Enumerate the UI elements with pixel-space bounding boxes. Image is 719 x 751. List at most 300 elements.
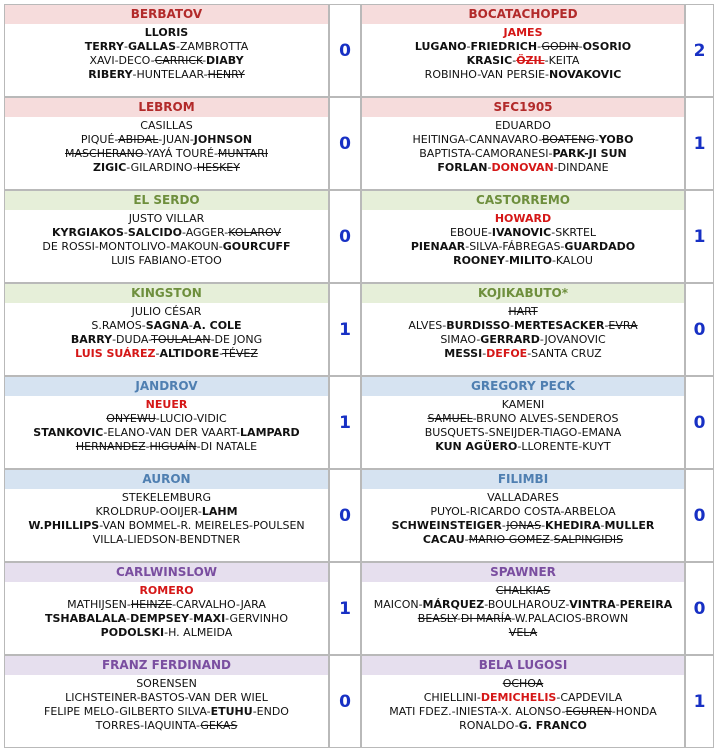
player-name: LAMPARD	[240, 426, 300, 439]
lineup-line	[5, 719, 328, 733]
player-name: IVANOVIC	[491, 226, 552, 239]
player-name: -DUDA-	[112, 333, 152, 346]
lineup-line	[362, 719, 684, 733]
player-name: VINTRA	[569, 598, 616, 611]
left-score: 0	[329, 4, 361, 96]
lineup-line	[5, 440, 328, 454]
lineup	[362, 24, 684, 82]
player-name: SIMAO-	[440, 333, 481, 346]
left-score: 1	[329, 283, 361, 375]
lineup-line	[5, 133, 328, 147]
player-name: -JUAN-	[158, 133, 194, 146]
player-name-struck: BEASLY	[417, 612, 457, 625]
team-name: SPAWNER	[362, 563, 684, 582]
player-name: -CAPDEVILA	[556, 691, 623, 704]
player-name: -GERVINHO	[225, 612, 288, 625]
lineup	[362, 303, 684, 361]
player-name: VILLA-LIEDSON-BENDTNER	[92, 533, 241, 546]
lineup-line	[362, 54, 684, 68]
player-name: XAVI-DECO-	[89, 54, 155, 67]
player-name-struck: KOLAROV	[228, 226, 282, 239]
player-name: HOWARD	[494, 212, 552, 225]
lineup	[5, 117, 328, 175]
lineup-line	[362, 347, 684, 361]
matchup-row	[4, 97, 714, 190]
player-name: ZIGIC	[93, 161, 127, 174]
lineup-line	[362, 147, 684, 161]
player-name: -SKRTEL	[551, 226, 597, 239]
player-name: SAGNA	[145, 319, 189, 332]
player-name-struck: GEKAS	[200, 719, 238, 732]
player-name-struck: DI MARÍA	[460, 612, 512, 625]
player-name: GUARDADO	[564, 240, 636, 253]
matchup-row	[4, 376, 714, 469]
lineup-line	[5, 533, 328, 547]
player-name: -	[487, 161, 492, 174]
player-name: RONALDO-	[459, 719, 519, 732]
lineup-line	[362, 584, 684, 598]
team-name: BELA LUGOSI	[362, 656, 684, 675]
left-team-cell	[4, 190, 329, 282]
player-name: -JOVANOVIC	[539, 333, 606, 346]
player-name: JULIO CÉSAR	[131, 305, 202, 318]
player-name: LLORIS	[144, 26, 189, 39]
lineup-line	[5, 68, 328, 82]
player-name: -BRUNO ALVES-SENDEROS	[472, 412, 619, 425]
lineup	[362, 210, 684, 268]
player-name: GALLAS	[128, 40, 176, 53]
player-name: -AGGER-	[181, 226, 229, 239]
player-name-struck: HIGUAÍN	[149, 440, 197, 453]
team-name: CARLWINSLOW	[5, 563, 328, 582]
lineup-line	[5, 612, 328, 626]
left-team-cell	[4, 655, 329, 747]
left-team-cell	[4, 283, 329, 375]
lineup-line	[5, 398, 328, 412]
lineup	[5, 582, 328, 640]
player-name: DEMPSEY	[130, 612, 190, 625]
player-name: CASILLAS	[140, 119, 193, 132]
lineup-line	[362, 505, 684, 519]
player-name: -	[126, 612, 131, 625]
lineup	[5, 489, 328, 547]
player-name: -	[594, 133, 599, 146]
lineup-line	[5, 412, 328, 426]
lineup-line	[5, 491, 328, 505]
right-team-cell	[361, 283, 685, 375]
player-name: -LUCIO-VIDIC	[155, 412, 227, 425]
player-name: G. FRANCO	[518, 719, 587, 732]
lineup-line	[5, 319, 328, 333]
lineup-line	[5, 426, 328, 440]
player-name: -	[512, 54, 517, 67]
player-name: KROLDRUP-OOIJER-	[95, 505, 202, 518]
player-name: ALVES-	[408, 319, 447, 332]
player-name: -	[501, 519, 507, 532]
lineup-line	[362, 305, 684, 319]
player-name: -	[219, 347, 223, 360]
player-name: -	[509, 319, 514, 332]
player-name: EDUARDO	[495, 119, 551, 132]
lineup-line	[5, 626, 328, 640]
player-name-struck: OCHOA	[502, 677, 544, 690]
matchups-table	[4, 4, 714, 748]
lineup-line	[362, 161, 684, 175]
left-score: 0	[329, 655, 361, 747]
lineup	[362, 582, 684, 640]
lineup-line	[5, 40, 328, 54]
player-name-struck: HESKEY	[196, 161, 240, 174]
player-name: BAPTISTA-CAMORANESI-	[419, 147, 553, 160]
lineup-line	[5, 691, 328, 705]
lineup-line	[362, 26, 684, 40]
player-name: GOURCUFF	[222, 240, 291, 253]
team-name: EL SERDO	[5, 191, 328, 210]
player-name-struck: ÖZIL	[516, 54, 545, 67]
player-name: -	[604, 319, 609, 332]
player-name-struck: EVRA	[608, 319, 638, 332]
player-name: -	[600, 519, 605, 532]
player-name: NOVAKOVIC	[549, 68, 622, 81]
lineup-line	[362, 426, 684, 440]
lineup-line	[5, 119, 328, 133]
lineup-line	[362, 133, 684, 147]
lineup-line	[5, 347, 328, 361]
team-name: AURON	[5, 470, 328, 489]
lineup-line	[362, 691, 684, 705]
lineup	[362, 396, 684, 454]
player-name: -ZAMBROTTA	[176, 40, 249, 53]
player-name: -ENDO	[252, 705, 289, 718]
right-score: 1	[685, 97, 714, 189]
player-name: -	[482, 347, 487, 360]
lineup-line	[362, 519, 684, 533]
lineup-line	[5, 147, 328, 161]
player-name: ROMERO	[139, 584, 194, 597]
lineup-line	[5, 705, 328, 719]
player-name-struck: MUNTARI	[217, 147, 268, 160]
player-name: -SANTA CRUZ	[527, 347, 602, 360]
matchup-row	[4, 283, 714, 376]
player-name: -	[145, 440, 150, 453]
left-team-cell	[4, 469, 329, 561]
player-name: PUYOL-RICARDO COSTA-ARBELOA	[430, 505, 616, 518]
lineup	[5, 210, 328, 268]
lineup	[5, 24, 328, 82]
player-name: JAMES	[503, 26, 543, 39]
player-name-struck: ABIDAL	[118, 133, 159, 146]
player-name: -LLORENTE-KUYT	[517, 440, 611, 453]
player-name: -	[456, 612, 461, 625]
left-score: 1	[329, 562, 361, 654]
left-score: 0	[329, 97, 361, 189]
right-team-cell	[361, 190, 685, 282]
player-name: -	[464, 533, 469, 546]
lineup-line	[5, 519, 328, 533]
player-name: -DE JONG	[210, 333, 263, 346]
player-name: SCHWEINSTEIGER	[391, 519, 502, 532]
matchup-row	[4, 4, 714, 97]
player-name: LUGANO	[414, 40, 467, 53]
team-name: BOCATACHOPED	[362, 5, 684, 24]
player-name: DEMICHELIS	[480, 691, 557, 704]
player-name: ROBINHO-VAN PERSIE-	[424, 68, 549, 81]
team-name: LEBROM	[5, 98, 328, 117]
player-name-struck: JONAS	[506, 519, 542, 532]
left-team-cell	[4, 97, 329, 189]
right-team-cell	[361, 4, 685, 96]
lineup-line	[5, 505, 328, 519]
lineup-line	[362, 440, 684, 454]
player-name: -	[578, 40, 583, 53]
player-name: -SILVA-FÁBREGAS-	[465, 240, 565, 253]
player-name: A. COLE	[192, 319, 242, 332]
lineup-line	[362, 398, 684, 412]
player-name: MÁRQUEZ	[422, 598, 485, 611]
player-name: DIABY	[206, 54, 244, 67]
player-name-struck: MASCHERANO	[65, 147, 144, 160]
lineup-line	[362, 677, 684, 691]
left-team-cell	[4, 4, 329, 96]
lineup-line	[5, 333, 328, 347]
lineup-line	[362, 705, 684, 719]
player-name-struck: MARIO GOMEZ	[468, 533, 550, 546]
player-name: BUSQUETS-SNEIJDER-TIAGO-EMANA	[424, 426, 622, 439]
team-name: FILIMBI	[362, 470, 684, 489]
left-team-cell	[4, 562, 329, 654]
left-score: 0	[329, 190, 361, 282]
lineup-line	[5, 54, 328, 68]
player-name: -H. ALMEIDA	[164, 626, 233, 639]
player-name: -W.PALACIOS-BROWN	[511, 612, 629, 625]
player-name: ROONEY	[453, 254, 505, 267]
lineup-line	[362, 533, 684, 547]
lineup-line	[362, 319, 684, 333]
left-score: 0	[329, 469, 361, 561]
matchup-row	[4, 190, 714, 283]
player-name-struck: TÉVEZ	[222, 347, 258, 360]
lineup-line	[5, 598, 328, 612]
player-name: DONOVAN	[491, 161, 554, 174]
player-name: ETUHU	[210, 705, 253, 718]
player-name: KAMENI	[501, 398, 545, 411]
player-name: DE ROSSI-MONTOLIVO-MAKOUN-	[42, 240, 223, 253]
player-name: -	[537, 40, 542, 53]
player-name: PIENAAR	[410, 240, 466, 253]
player-name: PIQUÉ-	[80, 133, 119, 146]
player-name-struck: HEINZE	[130, 598, 173, 611]
player-name: CACAU	[422, 533, 465, 546]
lineup-line	[362, 212, 684, 226]
lineup	[5, 303, 328, 361]
left-team-cell	[4, 376, 329, 468]
matchup-row	[4, 562, 714, 655]
lineup	[362, 675, 684, 733]
lineup-line	[362, 491, 684, 505]
player-name: FORLAN	[437, 161, 488, 174]
player-name-struck: HERNANDEZ	[75, 440, 146, 453]
player-name-struck: EGUREN	[565, 705, 612, 718]
player-name: HEITINGA-CANNAVARO-	[412, 133, 542, 146]
player-name: S.RAMOS-	[91, 319, 146, 332]
lineup-line	[5, 254, 328, 268]
player-name: LICHSTEINER-BASTOS-VAN DER WIEL	[65, 691, 268, 704]
player-name-struck: TOULALAN	[151, 333, 211, 346]
lineup-line	[362, 119, 684, 133]
player-name: -DINDANE	[553, 161, 609, 174]
player-name: TSHABALALA	[45, 612, 127, 625]
player-name-struck: VELA	[508, 626, 538, 639]
left-score: 1	[329, 376, 361, 468]
player-name: RIBERY	[88, 68, 133, 81]
matchup-row	[4, 655, 714, 748]
matchup-row	[4, 469, 714, 562]
player-name: ALTIDORE	[159, 347, 220, 360]
player-name-struck: GODIN	[541, 40, 579, 53]
player-name: KUN AGÜERO	[435, 440, 518, 453]
player-name: FRIEDRICH	[470, 40, 538, 53]
player-name: SALCIDO	[127, 226, 182, 239]
player-name: SORENSEN	[136, 677, 197, 690]
lineup-line	[5, 26, 328, 40]
player-name: TORRES-IAQUINTA-	[95, 719, 201, 732]
lineup-line	[362, 40, 684, 54]
player-name: -	[615, 598, 620, 611]
lineup-line	[5, 161, 328, 175]
player-name: VALLADARES	[487, 491, 559, 504]
lineup-line	[5, 584, 328, 598]
team-name: KINGSTON	[5, 284, 328, 303]
player-name: MULLER	[604, 519, 655, 532]
right-score: 2	[685, 4, 714, 96]
player-name: -	[155, 347, 160, 360]
player-name: PODOLSKI	[100, 626, 165, 639]
player-name: -ELANO-VAN DER VAART-	[103, 426, 241, 439]
lineup	[5, 675, 328, 733]
team-name: SFC1905	[362, 98, 684, 117]
player-name: STEKELEMBURG	[121, 491, 212, 504]
player-name-struck: SAMUEL	[427, 412, 473, 425]
player-name: -	[504, 254, 509, 267]
lineup-line	[362, 68, 684, 82]
player-name: LUIS SUÁREZ	[75, 347, 156, 360]
player-name: LUIS FABIANO-ETOO	[111, 254, 222, 267]
right-team-cell	[361, 655, 685, 747]
player-name: CHIELLINI-	[423, 691, 481, 704]
lineup-line	[362, 626, 684, 640]
right-score: 0	[685, 376, 714, 468]
player-name: -HONDA	[611, 705, 657, 718]
player-name: MERTESACKER	[513, 319, 605, 332]
lineup-line	[5, 677, 328, 691]
lineup-line	[5, 305, 328, 319]
right-team-cell	[361, 469, 685, 561]
player-name: -KALOU	[551, 254, 593, 267]
player-name-struck: SALPINGIDIS	[553, 533, 624, 546]
player-name: PARK-JI SUN	[552, 147, 627, 160]
player-name-struck: ONYEWU	[106, 412, 156, 425]
right-score: 0	[685, 469, 714, 561]
player-name: -	[189, 612, 194, 625]
lineup-line	[362, 412, 684, 426]
player-name: -YAYÁ TOURÉ-	[143, 147, 218, 160]
player-name-struck: HART	[508, 305, 538, 318]
lineup	[5, 396, 328, 454]
lineup-line	[5, 226, 328, 240]
right-team-cell	[361, 97, 685, 189]
player-name: -BOULHAROUZ-	[484, 598, 570, 611]
player-name-struck: CHALKIAS	[495, 584, 551, 597]
player-name: STANKOVIC	[33, 426, 104, 439]
player-name: -HUNTELAAR-	[132, 68, 208, 81]
team-name: BERBATOV	[5, 5, 328, 24]
player-name: MATHIJSEN-	[67, 598, 131, 611]
player-name: GERRARD	[480, 333, 540, 346]
player-name: -GILARDINO-	[126, 161, 197, 174]
player-name: -KEITA	[544, 54, 580, 67]
right-team-cell	[361, 562, 685, 654]
lineup-line	[362, 612, 684, 626]
player-name: -	[466, 40, 471, 53]
player-name: TERRY	[84, 40, 125, 53]
player-name: NEUER	[145, 398, 188, 411]
lineup-line	[362, 598, 684, 612]
player-name: MAXI	[193, 612, 226, 625]
player-name: OSORIO	[582, 40, 632, 53]
player-name: JUSTO VILLAR	[128, 212, 205, 225]
player-name: -DI NATALE	[196, 440, 258, 453]
player-name: W.PHILLIPS	[28, 519, 100, 532]
player-name: KYRGIAKOS	[51, 226, 124, 239]
player-name: -	[123, 226, 128, 239]
player-name: -CARVALHO-JARA	[172, 598, 266, 611]
player-name: EBOUE-	[449, 226, 492, 239]
player-name: -	[202, 54, 207, 67]
player-name: MAICON-	[373, 598, 423, 611]
player-name: -	[188, 319, 193, 332]
right-score: 0	[685, 283, 714, 375]
lineup-line	[362, 226, 684, 240]
player-name: JOHNSON	[193, 133, 253, 146]
player-name: BARRY	[70, 333, 113, 346]
lineup-line	[5, 212, 328, 226]
player-name: PEREIRA	[619, 598, 673, 611]
player-name-struck: HENRY	[207, 68, 245, 81]
player-name: -	[541, 519, 546, 532]
player-name: -	[124, 40, 128, 53]
lineup-line	[362, 240, 684, 254]
team-name: JANDROV	[5, 377, 328, 396]
player-name: MATI FDEZ.-INIESTA-X. ALONSO-	[389, 705, 566, 718]
player-name: -VAN BOMMEL-R. MEIRELES-POULSEN	[99, 519, 305, 532]
player-name: KHEDIRA	[545, 519, 601, 532]
player-name: KRASIC	[466, 54, 513, 67]
player-name: YOBO	[598, 133, 634, 146]
lineup-line	[362, 254, 684, 268]
player-name: BURDISSO	[446, 319, 510, 332]
lineup	[362, 117, 684, 175]
player-name: MILITO	[508, 254, 552, 267]
player-name-struck: CARRICK	[154, 54, 203, 67]
player-name: MESSI	[444, 347, 483, 360]
team-name: GREGORY PECK	[362, 377, 684, 396]
player-name: FELIPE MELO-GILBERTO SILVA-	[44, 705, 211, 718]
player-name: -	[549, 533, 554, 546]
team-name: CASTORREMO	[362, 191, 684, 210]
player-name-struck: BOATENG	[541, 133, 595, 146]
right-score: 1	[685, 655, 714, 747]
lineup-line	[362, 333, 684, 347]
